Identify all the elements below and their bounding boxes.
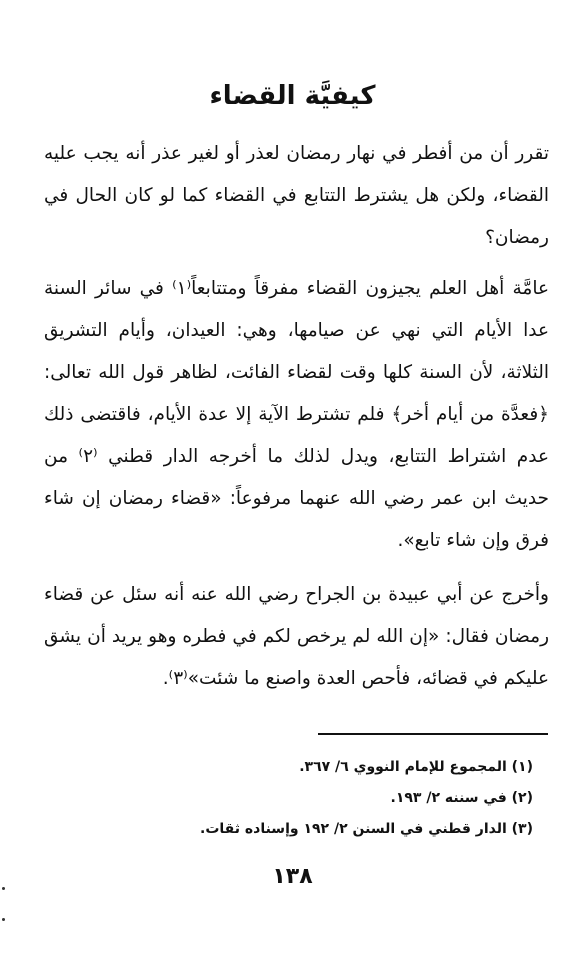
footnote-separator xyxy=(318,733,548,735)
paragraph-3: وأخرج عن أبي عبيدة بن الجراح رضي الله عنه أنه سئل عن قضاء رمضان فقال: «إن الله لم يرخص لكم في فطره وهو يريد أن يشق عليكم في قضائه، فأحص العدة واصنع ما شئت»⁽٣⁾. xyxy=(44,584,549,689)
footnote-3: (٣) الدار قطني في السنن ٢/ ١٩٢ وإسناده ثقات. xyxy=(200,821,533,837)
paragraph-2: عامَّة أهل العلم يجيزون القضاء مفرقاً ومتتابعاً⁽١⁾ في سائر السنة عدا الأيام التي نهي عن صيامها، وهي: العيدان، وأيام التشريق الثلاثة، لأن السنة كلها وقت لقضاء الفائت، لظاهر قول الله تعالى: ﴿فعدَّة من أيام أخر﴾ فلم تشترط الآية إلا عدة الأيام، فاقتضى ذلك عدم اشتراط التتابع، ويدل لذلك ما أخرجه الدار قطني ⁽٢⁾ من حديث ابن عمر رضي الله عنهما مرفوعاً: «قضاء رمضان إن شاء فرق وإن شاء تابع». xyxy=(44,278,549,551)
scan-mark xyxy=(2,887,5,890)
footnote-2: (٢) في سننه ٢/ ١٩٣. xyxy=(390,790,533,806)
footnote-1: (١) المجموع للإمام النووي ٦/ ٣٦٧. xyxy=(299,759,533,775)
page-number: ١٣٨ xyxy=(272,864,313,889)
scan-mark xyxy=(2,918,5,921)
footnotes-list xyxy=(113,752,533,845)
page-title: كيفيَّة القضاء xyxy=(209,81,376,111)
paragraph-1: تقرر أن من أفطر في نهار رمضان لعذر أو لغير عذر أنه يجب عليه القضاء، ولكن هل يشترط التتابع في القضاء كما لو كان الحال في رمضان؟ xyxy=(44,143,549,248)
